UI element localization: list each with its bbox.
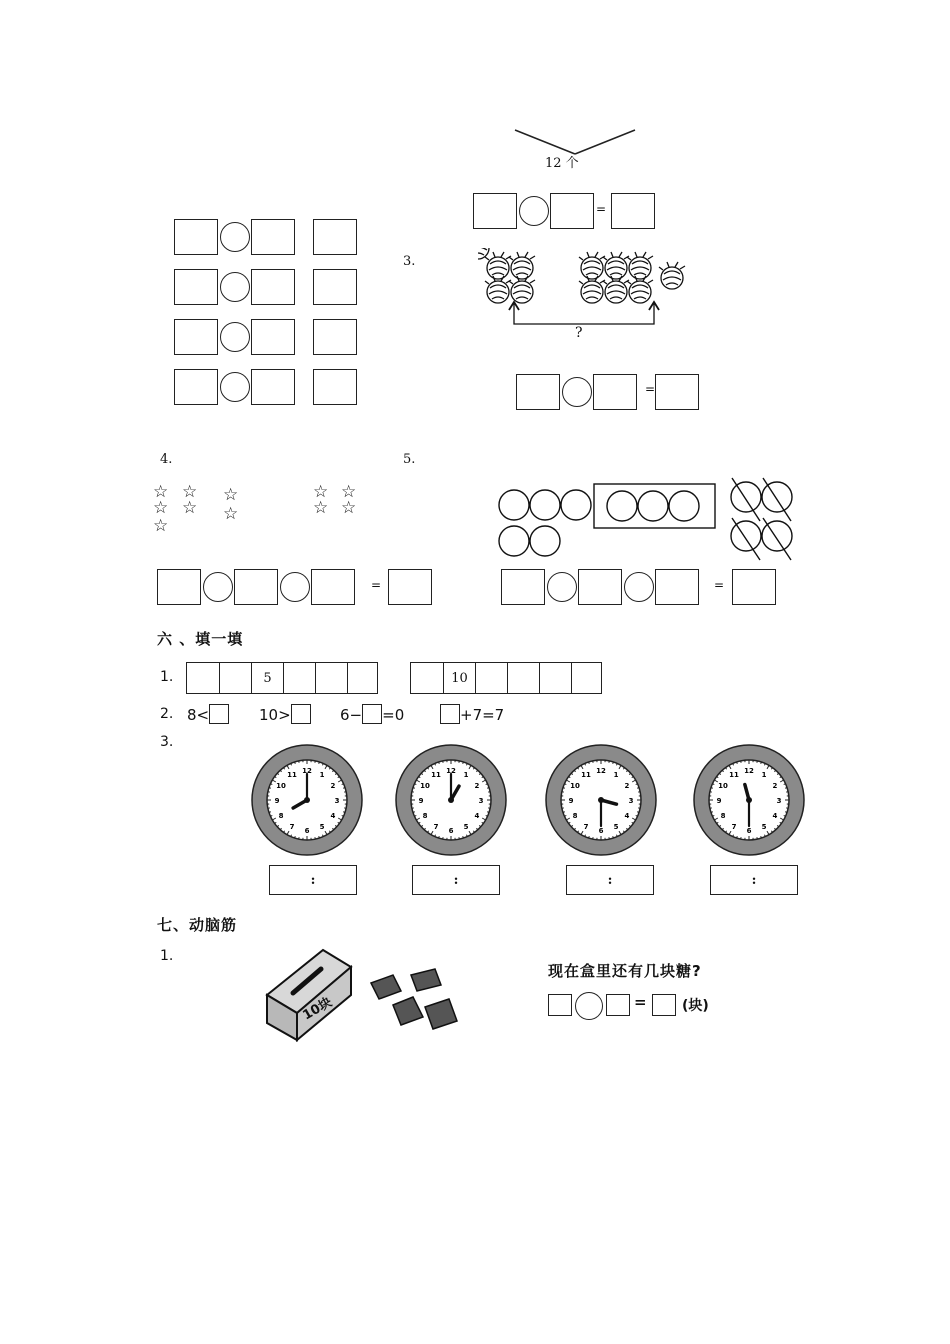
clock-numeral: 5 [613,822,619,831]
clock-numeral: 1 [761,771,767,780]
clock-numeral: 10 [276,782,286,790]
time-answer-box[interactable] [710,865,798,895]
clock-numeral: 1 [613,771,619,780]
clock-face [249,744,365,856]
clock-tick [343,812,345,813]
clock-numeral: 10 [420,782,430,790]
compare-text: 10> [259,706,291,724]
clock-center [448,797,454,803]
clock-numeral: 1 [463,771,469,780]
total-label: 12 个 [545,156,579,171]
clock-numeral: 3 [776,797,782,805]
operator-circle[interactable] [220,322,250,352]
star-icon: ☆ [182,498,198,518]
clock-tick [413,788,415,789]
strip-cell[interactable] [187,663,219,693]
clock-numeral: 3 [334,797,340,805]
star-icon: ☆ [313,482,329,502]
question-mark: ? [575,325,583,341]
answer-box[interactable] [593,374,637,410]
clock-tick [637,788,639,789]
star-icon: ☆ [223,485,239,505]
answer-box[interactable] [251,369,295,405]
clock-tick [589,836,590,838]
clock-center [598,797,604,803]
answer-box[interactable] [606,994,630,1016]
clock-numeral: 4 [624,812,630,820]
operator-circle[interactable] [203,572,233,602]
operator-circle[interactable] [220,372,250,402]
equals-sign: = [634,993,647,1011]
clock-numeral: 2 [772,782,778,790]
answer-box[interactable] [174,319,218,355]
clock-tick [563,788,565,789]
clock-tick [761,762,762,764]
clock-tick [319,836,320,838]
answer-box[interactable] [473,193,517,229]
answer-box[interactable] [362,704,382,724]
clock-tick [563,812,565,813]
clock-numeral: 8 [278,812,284,820]
section-6-q2-number: 2. [160,706,174,722]
clock-numeral: 8 [720,812,726,820]
equals-sign: = [714,578,725,592]
answer-box[interactable] [440,704,460,724]
answer-box[interactable] [655,374,699,410]
strip-cell[interactable] [539,663,571,693]
problem-3-number: 3. [403,254,416,269]
clock-numeral: 9 [716,797,722,805]
star-icon: ☆ [182,482,198,502]
clock-tick [487,812,489,813]
clock-tick [785,812,787,813]
clock-tick [439,836,440,838]
clock-numeral: 12 [744,767,754,775]
equals-sign: = [596,202,607,216]
answer-box[interactable] [313,319,357,355]
clock-tick [343,788,345,789]
operator-circle[interactable] [547,572,577,602]
time-answer-box[interactable] [269,865,357,895]
clock-numeral: 11 [287,771,297,780]
candy-box-label: 10块 [300,994,335,1024]
answer-box[interactable] [652,994,676,1016]
section-7-q1-number: 1. [160,948,174,964]
strip-cell[interactable] [411,663,443,693]
candy-question: 现在盒里还有几块糖? [548,962,702,980]
clock-tick [761,836,762,838]
star-icon: ☆ [153,482,169,502]
section-6-q3-number: 3. [160,734,174,750]
clock-center [746,797,752,803]
answer-box[interactable] [550,193,594,229]
clock-numeral: 2 [330,782,336,790]
time-separator: : [607,872,613,888]
answer-box[interactable] [388,569,432,605]
time-separator: : [310,872,316,888]
answer-box[interactable] [157,569,201,605]
star-icon: ☆ [223,504,239,524]
clock-tick [413,812,415,813]
compare-item [259,704,311,724]
clock-numeral: 5 [463,822,469,831]
compare-text: =0 [382,706,405,724]
clock-tick [269,812,271,813]
compare-text: 8< [187,706,210,724]
clock-numeral: 9 [274,797,280,805]
clock-numeral: 3 [628,797,634,805]
strip-cell[interactable] [347,663,379,693]
unit-label: (块) [682,998,709,1014]
operator-circle[interactable] [280,572,310,602]
clock-numeral: 6 [448,827,454,835]
time-separator: : [453,872,459,888]
clock-numeral: 11 [581,771,591,780]
strip-cell[interactable] [219,663,251,693]
answer-box[interactable] [313,219,357,255]
answer-box[interactable] [174,269,218,305]
section-6-q1-number: 1. [160,669,174,685]
clock-tick [589,762,590,764]
operator-circle[interactable] [624,572,654,602]
clock-tick [737,836,738,838]
equals-sign: = [371,578,382,592]
section-7-title: 七、动脑筋 [157,916,238,934]
star-icon: ☆ [341,482,357,502]
star-icon: ☆ [153,516,169,536]
star-icon: ☆ [313,498,329,518]
clock-numeral: 6 [746,827,752,835]
answer-box[interactable] [251,319,295,355]
time-answer-box[interactable] [412,865,500,895]
clock-numeral: 10 [718,782,728,790]
clock-numeral: 4 [474,812,480,820]
number-strip [186,662,378,694]
section-6-title: 六 、填一填 [157,630,244,648]
clock-numeral: 1 [319,771,325,780]
answer-box[interactable] [501,569,545,605]
answer-box[interactable] [313,269,357,305]
strip-cell[interactable] [571,663,603,693]
clock-numeral: 2 [474,782,480,790]
star-icon: ☆ [341,498,357,518]
answer-box[interactable] [548,994,572,1016]
answer-box[interactable] [655,569,699,605]
clock-face [543,744,659,856]
answer-box[interactable] [209,704,229,724]
clock-center [304,797,310,803]
equals-sign: = [645,382,656,396]
clock-numeral: 8 [422,812,428,820]
clock-tick [295,836,296,838]
clock-tick [463,762,464,764]
time-separator: : [751,872,757,888]
problem-4-number: 4. [160,452,173,467]
clock-face [691,744,807,856]
clock-numeral: 8 [572,812,578,820]
answer-box[interactable] [251,219,295,255]
clock-numeral: 9 [418,797,424,805]
clock-tick [613,836,614,838]
fruit-picture [478,248,708,330]
strip-cell[interactable] [475,663,507,693]
operator-circle[interactable] [575,992,603,1020]
circles-picture [496,476,796,566]
clock-tick [439,762,440,764]
clock-numeral: 5 [319,822,325,831]
clock-numeral: 11 [431,771,441,780]
clock-numeral: 6 [304,827,310,835]
answer-box[interactable] [516,374,560,410]
clock-numeral: 12 [302,767,312,775]
clock-tick [637,812,639,813]
clock-tick [487,788,489,789]
answer-box[interactable] [174,219,218,255]
clock-tick [711,788,713,789]
clock-numeral: 10 [570,782,580,790]
clock-numeral: 12 [596,767,606,775]
operator-circle[interactable] [220,272,250,302]
clock-tick [319,762,320,764]
answer-box[interactable] [174,369,218,405]
strip-cell[interactable] [283,663,315,693]
clock-tick [463,836,464,838]
operator-circle[interactable] [562,377,592,407]
clock-numeral: 7 [433,822,439,831]
answer-box[interactable] [578,569,622,605]
clock-tick [613,762,614,764]
clock-numeral: 7 [731,822,737,831]
answer-box[interactable] [611,193,655,229]
clock-face [393,744,509,856]
candy-box-picture [263,945,493,1045]
answer-box[interactable] [311,569,355,605]
clock-numeral: 7 [583,822,589,831]
compare-text: +7=7 [460,706,505,724]
clock-numeral: 4 [772,812,778,820]
clock-tick [269,788,271,789]
clock-numeral: 7 [289,822,295,831]
clock-numeral: 5 [761,822,767,831]
operator-circle[interactable] [519,196,549,226]
answer-box[interactable] [313,369,357,405]
answer-box[interactable] [732,569,776,605]
clock-numeral: 9 [568,797,574,805]
number-strip [410,662,602,694]
clock-tick [737,762,738,764]
compare-item [187,704,229,724]
answer-box[interactable] [251,269,295,305]
problem-5-number: 5. [403,452,416,467]
clock-numeral: 3 [478,797,484,805]
compare-text: 6− [340,706,363,724]
clock-numeral: 2 [624,782,630,790]
clock-numeral: 12 [446,767,456,775]
clock-numeral: 6 [598,827,604,835]
answer-box[interactable] [234,569,278,605]
star-icon: ☆ [153,498,169,518]
clock-numeral: 4 [330,812,336,820]
answer-box[interactable] [291,704,311,724]
strip-cell: 10 [443,663,475,693]
strip-cell: 5 [251,663,283,693]
strip-cell[interactable] [507,663,539,693]
clock-tick [785,788,787,789]
clock-tick [295,762,296,764]
time-answer-box[interactable] [566,865,654,895]
strip-cell[interactable] [315,663,347,693]
clock-tick [711,812,713,813]
compare-item [440,704,504,724]
compare-item [340,704,404,724]
operator-circle[interactable] [220,222,250,252]
clock-numeral: 11 [729,771,739,780]
